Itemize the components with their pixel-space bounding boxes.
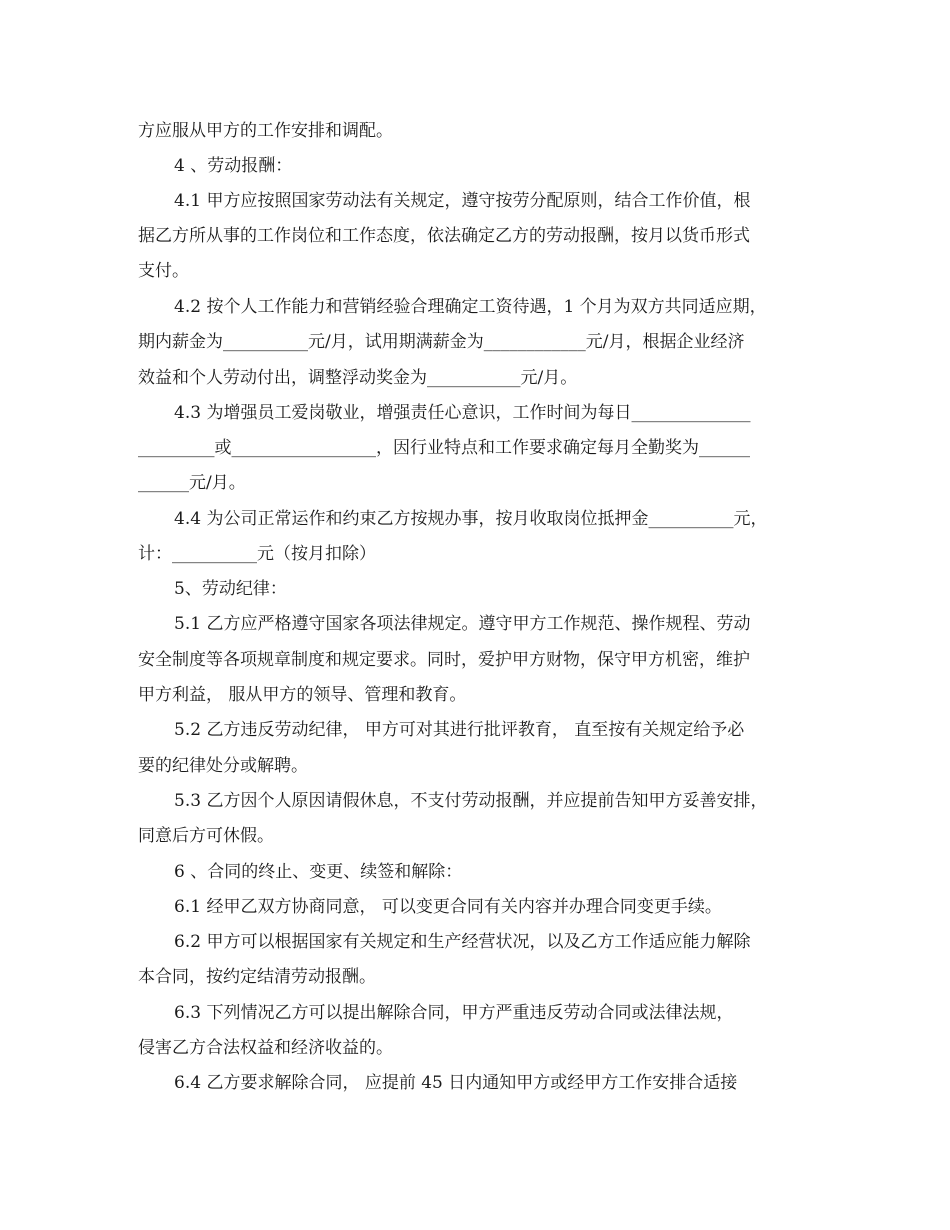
text-line: 6.2 甲方可以根据国家有关规定和生产经营状况，以及乙方工作适应能力解除 bbox=[174, 932, 751, 952]
text-line: 甲方利益， 服从甲方的领导、管理和教育。 bbox=[138, 685, 467, 705]
text-line: 本合同，按约定结清劳动报酬。 bbox=[138, 967, 376, 987]
text-line: 方应服从甲方的工作安排和调配。 bbox=[138, 121, 393, 141]
text-line: 安全制度等各项规章制度和规定要求。同时，爱护甲方财物，保守甲方机密，维护 bbox=[138, 650, 750, 670]
text-line: 侵害乙方合法权益和经济收益的。 bbox=[138, 1038, 393, 1058]
text-line: _________或_________________，因行业特点和工作要求确定每月全勤奖为______ bbox=[138, 438, 750, 458]
text-line: 要的纪律处分或解聘。 bbox=[138, 756, 308, 776]
text-line: 效益和个人劳动付出，调整浮动奖金为___________元/月。 bbox=[138, 368, 578, 388]
section-heading: 5、劳动纪律： bbox=[174, 579, 287, 599]
text-line: 6.4 乙方要求解除合同， 应提前 45 日内通知甲方或经甲方工作安排合适接 bbox=[174, 1073, 738, 1093]
text-line: 5.3 乙方因个人原因请假休息，不支付劳动报酬，并应提前告知甲方妥善安排， bbox=[174, 791, 768, 811]
text-line: 4.2 按个人工作能力和营销经验合理确定工资待遇，1 个月为双方共同适应期， bbox=[174, 297, 767, 317]
text-line: 6.3 下列情况乙方可以提出解除合同，甲方严重违反劳动合同或法律法规， bbox=[174, 1003, 734, 1023]
text-line: 支付。 bbox=[138, 261, 189, 281]
section-heading: 4 、劳动报酬： bbox=[174, 156, 293, 176]
text-line: 计：__________元（按月扣除） bbox=[138, 544, 376, 564]
text-line: ______元/月。 bbox=[138, 473, 246, 493]
text-line: 6.1 经甲乙双方协商同意， 可以变更合同有关内容并办理合同变更手续。 bbox=[174, 897, 722, 917]
text-line: 5.2 乙方违反劳动纪律， 甲方可对其进行批评教育， 直至按有关规定给予必 bbox=[174, 720, 745, 740]
section-heading: 6 、合同的终止、变更、续签和解除： bbox=[174, 862, 463, 882]
text-line: 同意后方可休假。 bbox=[138, 826, 274, 846]
text-line: 4.4 为公司正常运作和约束乙方按规办事，按月收取岗位抵押金__________元， bbox=[174, 509, 768, 529]
text-line: 4.3 为增强员工爱岗敬业，增强责任心意识，工作时间为每日______________ bbox=[174, 403, 751, 423]
text-line: 期内薪金为__________元/月，试用期满薪金为____________元/月，根据企业经济 bbox=[138, 332, 745, 352]
text-line: 5.1 乙方应严格遵守国家各项法律规定。遵守甲方工作规范、操作规程、劳动 bbox=[174, 614, 751, 634]
text-line: 4.1 甲方应按照国家劳动法有关规定，遵守按劳分配原则，结合工作价值，根 bbox=[174, 191, 751, 211]
text-line: 据乙方所从事的工作岗位和工作态度，依法确定乙方的劳动报酬，按月以货币形式 bbox=[138, 226, 750, 246]
